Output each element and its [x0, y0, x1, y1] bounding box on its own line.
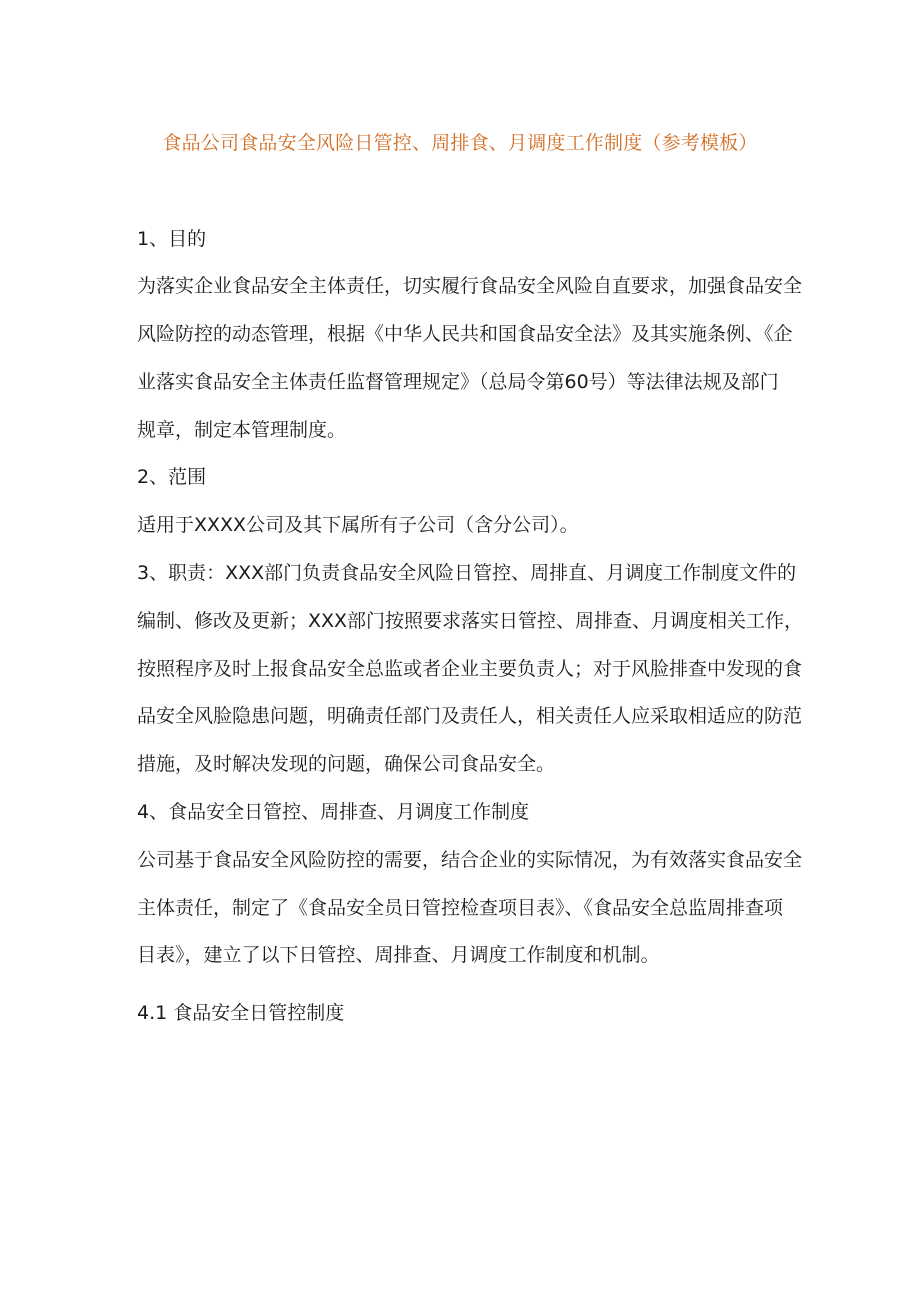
paragraph-line: 适用于XXXX公司及其下属所有子公司（含分公司）。	[137, 514, 579, 536]
paragraph-line: 公司基于食品安全风险防控的需要，结合企业的实际情况，为有效落实食品安全	[137, 849, 803, 871]
paragraph-line: 编制、修改及更新；XXX部门按照要求落实日管控、周排查、月调度相关工作，	[137, 610, 804, 632]
paragraph-line: 业落实食品安全主体责任监督管理规定》（总局令第60号）等法律法规及部门	[137, 371, 779, 393]
paragraph-line: 规章，制定本管理制度。	[137, 419, 347, 441]
paragraph-line: 按照程序及时上报食品安全总监或者企业主要负责人；对于风脸排查中发现的食	[137, 658, 803, 680]
paragraph-line: 风险防控的动态管理，根据《中华人民共和国食品安全法》及其实施条例、《企	[137, 323, 793, 345]
paragraph-line: 主体责任，制定了《食品安全员日管控检查项目表》、《食品安全总监周排查项	[137, 897, 784, 919]
heading-responsibilities: 3、职责：XXX部门负责食品安全风险日管控、周排直、月调度工作制度文件的	[137, 562, 797, 584]
paragraph-line: 为落实企业食品安全主体责任，切实履行食品安全风险自直要求，加强食品安全	[137, 275, 803, 297]
subheading-daily-control: 4.1 食品安全日管控制度	[137, 1002, 345, 1024]
heading-system: 4、食品安全日管控、周排查、月调度工作制度	[137, 801, 530, 823]
paragraph-line: 措施，及时解决发现的问题，确保公司食品安全。	[137, 753, 556, 775]
heading-scope: 2、范围	[137, 466, 207, 488]
heading-purpose: 1、目的	[137, 228, 207, 250]
paragraph-line: 目表》，建立了以下日管控、周排查、月调度工作制度和机制。	[137, 944, 660, 966]
paragraph-line: 品安全风脸隐患问题，明确责任部门及责任人，相关责任人应采取相适应的防范	[137, 705, 803, 727]
document-title: 食品公司食品安全风险日管控、周排食、月调度工作制度（参考模板）	[162, 132, 758, 154]
